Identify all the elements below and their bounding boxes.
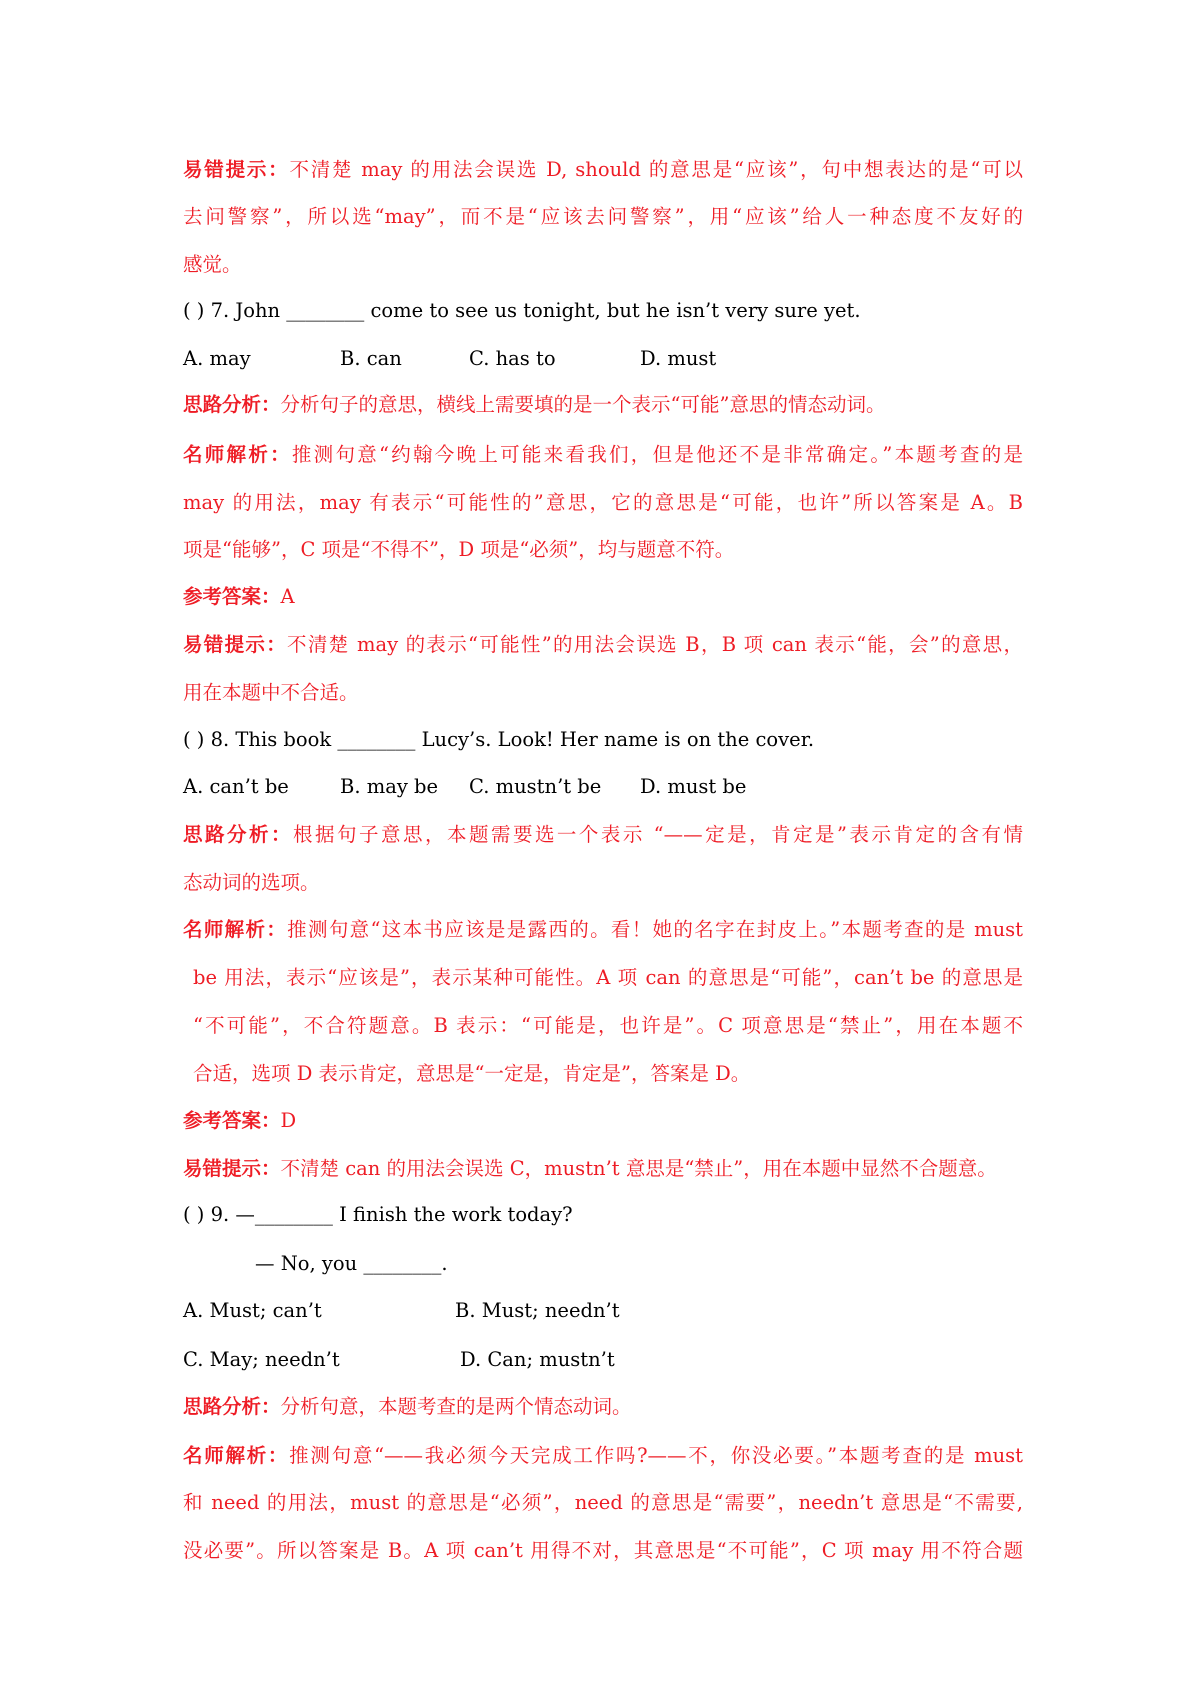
line-text: 项是“能够”，C 项是“不得不”，D 项是“必须”，均与题意不符。 [183,538,735,561]
section-label: 名师解析： [183,443,292,466]
option-a: A. Must; can’t [183,1299,322,1322]
section-label: 思路分析： [183,393,281,416]
line-text: — No, you ________. [255,1252,448,1275]
line-text: be 用法，表示“应该是”，表示某种可能性。A 项 can 的意思是“可能”，can’t be 的意思是 [193,966,1023,989]
line-text: 态动词的选项。 [183,871,320,894]
option-d: D. must be [640,775,747,798]
section-label: 易错提示： [183,633,288,656]
text-line [183,391,1023,419]
text-line [183,1442,1023,1470]
text-line [183,1155,1023,1183]
line-text: 感觉。 [183,253,242,276]
line-text: A [280,585,295,608]
section-label: 名师解析： [183,918,288,941]
line-text: 合适，选项 D 表示肯定，意思是“一定是，肯定是”，答案是 D。 [193,1062,751,1085]
line-text: may 的用法，may 有表示“可能性的”意思，它的意思是“可能，也许”所以答案是 A。B [183,491,1023,514]
line-text: 不清楚 can 的用法会误选 C，mustn’t 意思是“禁止”，用在本题中显然不合题意。 [280,1157,997,1180]
text-line [183,631,1023,659]
line-text: D [280,1109,297,1132]
text-line [183,1107,1023,1135]
line-text: “不可能”，不合符题意。B 表示：“可能是，也许是”。C 项意思是“禁止”，用在本题不 [193,1014,1023,1037]
text-line [183,821,1023,849]
line-text: 分析句意，本题考查的是两个情态动词。 [280,1395,632,1418]
option-c: C. mustn’t be [469,775,602,798]
section-label: 易错提示： [183,1157,281,1180]
text-line [183,251,1023,279]
text-line [255,1250,1023,1278]
line-text: 分析句子的意思，横线上需要填的是一个表示“可能”意思的情态动词。 [280,393,886,416]
option-a: A. may [183,347,251,370]
text-line [193,1012,1023,1040]
text-line [183,156,1023,184]
section-label: 名师解析： [183,1444,290,1467]
line-text: 推测句意“这本书应该是是露西的。看！她的名字在封皮上。”本题考查的是 must [287,918,1023,941]
line-text: 用在本题中不合适。 [183,681,359,704]
text-line [183,536,1023,564]
option-b: B. can [340,347,402,370]
section-label: 易错提示： [183,158,290,181]
option-b: B. may be [340,775,439,798]
text-line [183,297,1023,325]
text-line [183,679,1023,707]
section-label: 思路分析： [183,823,293,846]
text-line [183,1537,1023,1565]
line-text: 根据句子意思，本题需要选一个表示 “——定是，肯定是”表示肯定的含有情 [292,823,1023,846]
text-line [193,964,1023,992]
line-text: 去问警察”，所以选“may”，而不是“应该去问警察”，用“应该”给人一种态度不友好的 [183,205,1023,228]
text-line [183,489,1023,517]
option-d: D. must [640,347,717,370]
line-text: ( ) 7. John ________ come to see us tonight, but he isn’t very sure yet. [183,299,861,322]
line-text: 推测句意“——我必须今天完成工作吗?——不，你没必要。”本题考查的是 must [289,1444,1023,1467]
option-a: A. can’t be [183,775,289,798]
option-b: D. Can; mustn’t [460,1348,615,1371]
option-a: C. May; needn’t [183,1348,340,1371]
section-label: 参考答案： [183,585,281,608]
text-line [183,203,1023,231]
option-c: C. has to [469,347,556,370]
line-text: ( ) 8. This book ________ Lucy’s. Look! Her name is on the cover. [183,728,815,751]
line-text: 和 need 的用法，must 的意思是“必须”，need 的意思是“需要”，needn’t 意思是“不需要, [183,1491,1023,1514]
text-line [183,1489,1023,1517]
section-label: 思路分析： [183,1395,281,1418]
text-line [193,1060,1023,1088]
line-text: 推测句意“约翰今晚上可能来看我们，但是他还不是非常确定。”本题考查的是 [291,443,1023,466]
text-line [183,583,1023,611]
option-b: B. Must; needn’t [455,1299,620,1322]
section-label: 参考答案： [183,1109,281,1132]
text-line [183,441,1023,469]
line-text: ( ) 9. —________ I finish the work today? [183,1203,573,1226]
text-line [183,1201,1023,1229]
line-text: 不清楚 may 的表示“可能性”的用法会误选 B，B 项 can 表示“能，会”的意思， [287,633,1023,656]
text-line [183,726,1023,754]
text-line [183,869,1023,897]
line-text: 没必要”。所以答案是 B。A 项 can’t 用得不对，其意思是“不可能”，C 项 may 用不符合题 [183,1539,1023,1562]
text-line [183,1393,1023,1421]
line-text: 不清楚 may 的用法会误选 D, should 的意思是“应该”，句中想表达的是“可以 [289,158,1023,181]
text-line [183,916,1023,944]
